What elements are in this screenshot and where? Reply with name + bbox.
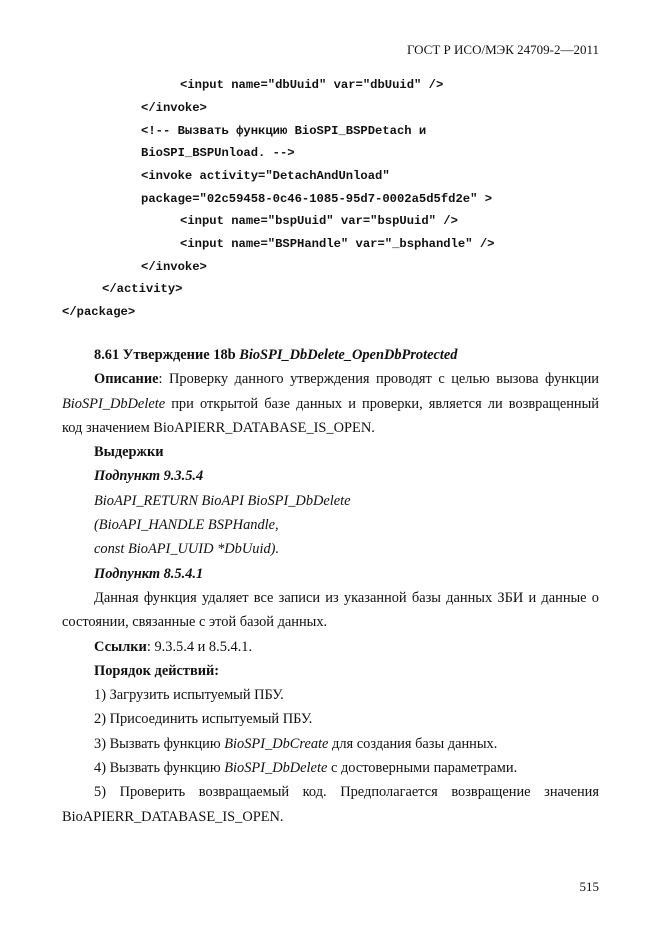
references-label: Ссылки	[94, 638, 147, 655]
extract-paragraph: Данная функция удаляет все записи из указанной базы данных ЗБИ и данные о состоянии, связанные с этой базой данных.	[62, 589, 599, 631]
description-paragraph	[62, 367, 599, 440]
running-header: ГОСТ Р ИСО/МЭК 24709-2—2011	[406, 42, 599, 57]
document-body	[62, 343, 599, 829]
page-number: 515	[579, 879, 599, 894]
step-item: 2) Присоединить испытуемый ПБУ.	[94, 711, 313, 728]
code-line: <!-- Вызвать функцию BioSPI_BSPDetach и	[141, 124, 427, 138]
subclause-ref: Подпункт 9.3.5.4	[94, 468, 204, 485]
code-line: </invoke>	[141, 260, 207, 274]
signature-line: BioAPI_RETURN BioAPI BioSPI_DbDelete	[94, 492, 351, 509]
references	[62, 635, 599, 659]
step-text: 3) Вызвать функцию	[94, 735, 221, 752]
code-line: package="02c59458-0c46-1085-95d7-0002a5d5fd2e" >	[141, 192, 493, 206]
step-item	[62, 756, 599, 780]
subclause-ref: Подпункт 8.5.4.1	[94, 565, 204, 582]
step-item: 1) Загрузить испытуемый ПБУ.	[94, 687, 284, 704]
code-line: <input name="dbUuid" var="dbUuid" />	[180, 78, 444, 92]
extracts-heading: Выдержки	[94, 444, 164, 461]
function-ref: BioSPI_DbDelete	[224, 760, 328, 777]
signature-line: (BioAPI_HANDLE BSPHandle,	[94, 517, 279, 534]
section-function-name: BioSPI_DbDelete_OpenDbProtected	[239, 347, 458, 363]
function-ref: BioSPI_DbDelete	[62, 395, 166, 412]
code-line: <invoke activity="DetachAndUnload"	[141, 169, 390, 183]
description-text: : Проверку данного утверждения проводят с целью вызова функции	[158, 371, 599, 388]
code-line: </activity>	[102, 282, 183, 296]
section-heading	[62, 343, 599, 367]
step-item	[62, 732, 599, 756]
description-label: Описание	[94, 371, 159, 388]
step-text: 4) Вызвать функцию	[94, 760, 221, 777]
code-line: </package>	[62, 305, 136, 319]
code-line: </invoke>	[141, 101, 207, 115]
function-ref: BioSPI_DbCreate	[224, 735, 329, 752]
step-text: для создания базы данных.	[332, 735, 498, 752]
step-text: с достоверными параметрами.	[330, 760, 518, 777]
step-item: 5) Проверить возвращаемый код. Предполагается возвращение значения BioAPIERR_DATABASE_IS_OPEN.	[62, 784, 599, 825]
section-number-title: 8.61 Утверждение 18b	[94, 347, 236, 363]
signature-line: const BioAPI_UUID *DbUuid).	[94, 541, 280, 558]
code-line: <input name="BSPHandle" var="_bsphandle" />	[180, 237, 495, 251]
code-line: <input name="bspUuid" var="bspUuid" />	[180, 214, 458, 228]
steps-heading: Порядок действий:	[94, 662, 220, 679]
code-line: BioSPI_BSPUnload. -->	[141, 146, 295, 160]
references-text: : 9.3.5.4 и 8.5.4.1.	[146, 638, 253, 655]
description-text: при открытой базе данных и проверки, является ли возвращенный код значением BioAPIERR_DATABASE_IS_OPEN.	[62, 395, 599, 436]
